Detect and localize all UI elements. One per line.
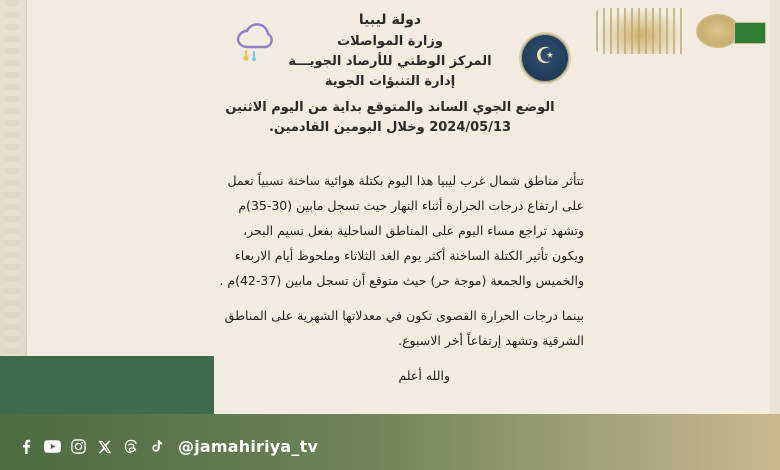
tiktok-icon[interactable] [148,438,165,455]
threads-icon[interactable] [122,438,139,455]
instagram-icon[interactable] [70,438,87,455]
facebook-icon[interactable] [18,438,35,455]
header-line-state: دولة ليبيا [358,12,422,28]
header-line-ministry: وزارة المواصلات [337,33,443,49]
header-line-department: إدارة التنبؤات الجوية [324,73,456,89]
forecast-body [208,168,584,363]
social-handle[interactable]: @jamahiriya_tv [178,437,319,456]
forecast-paragraph-1: تتأثر مناطق شمال غرب ليبيا هذا اليوم بكتلة هوائية ساخنة نسبياً تعمل على ارتفاع درجات الحرارة أثناء النهار حيث تسجل مابين (30-35)م وتشهد تراجع مساء اليوم على المناطق الساحلية بفعل نسيم البحر، ويكون تأثير الكتلة الساخنة أكثر يوم الغد الثلاثاء وملحوظ أيام الاربعاء والخميس والجمعة (موجة حر) حيث متوقع أن تسجل مابين (37-42)م . [219,173,584,288]
crescent-star-glyph: ☪ [535,44,555,69]
green-corner-block [0,356,214,414]
x-twitter-icon[interactable] [96,438,113,455]
social-links [18,437,318,456]
closing-phrase: والله أعلم [398,368,450,383]
youtube-icon[interactable] [44,438,61,455]
header-line-center: المركز الوطني للأرصاد الجويـــة [288,53,492,69]
header-line-date: 2024/05/13 وخلال اليومين القادمين. [268,120,512,136]
header-line-subject: الوضع الجوي الساند والمتوقع بداية من اليوم الاثنين [225,100,555,116]
forecast-paragraph-2: بينما درجات الحرارة القصوى تكون في معدلاتها الشهرية على المناطق الشرقية وتشهد إرتفاعاً أخر الاسبوع. [224,308,584,348]
document-header [0,10,780,138]
